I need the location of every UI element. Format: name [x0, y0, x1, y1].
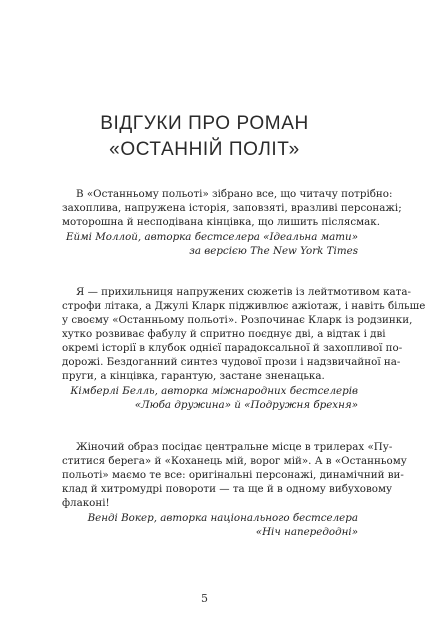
review-2-text-line-3: у своєму «Останньому польоті». Розпочинає Кларк із родзинки,: [62, 314, 413, 326]
review-1-attribution-line-1: Еймі Моллой, авторка бестселера «Ідеальна мати»: [65, 231, 358, 243]
page-title-line-2: «ОСТАННІЙ ПОЛІТ»: [109, 139, 300, 160]
review-2-text-line-4: хутко розвиває фабулу й спритно поєднує дві, а відтак і дві: [62, 328, 386, 340]
review-3-attribution-line-1: Венді Вокер, авторка національного бестселера: [87, 512, 358, 524]
review-3-attribution-line-2: «Ніч напередодні»: [255, 526, 358, 538]
review-3-text-line-3: польоті» маємо те все: оригінальні персонажі, динамічний ви-: [62, 469, 404, 481]
review-1-text-line-2: захоплива, напружена історія, заповзяті, вразливі персонажі;: [62, 202, 402, 214]
page-number: 5: [201, 592, 208, 605]
page-title-line-1: ВІДГУКИ ПРО РОМАН: [100, 113, 309, 134]
review-1-text-line-1: В «Останньому польоті» зібрано все, що читачу потрібно:: [76, 188, 393, 200]
review-3-text-line-4: клад й хитромудрі повороти — та ще й в одному вибуховому: [62, 483, 393, 495]
review-3-text-line-1: Жіночий образ посідає центральне місце в трилерах «Пу-: [76, 441, 393, 453]
review-2-text-line-7: пруги, а кінцівка, гарантую, застане зненацька.: [62, 370, 325, 382]
review-2-text-line-1: Я — прихильниця напружених сюжетів із лейтмотивом ката-: [76, 286, 411, 298]
review-2-attribution-line-2: «Люба дружина» й «Подружня брехня»: [134, 399, 358, 411]
review-2-text-line-5: окремі історії в клубок однієї парадоксальної й захопливої по-: [62, 342, 403, 354]
review-2-text-line-6: дорожі. Бездоганний синтез чудової прози і надзвичайної на-: [62, 356, 401, 368]
review-2-attribution-line-1: Кімберлі Белль, авторка міжнародних бестселерів: [70, 385, 358, 397]
review-3-text-line-5: флаконі!: [62, 497, 110, 509]
review-3-text-line-2: ститися берега» й «Коханець мій, ворог мій». А в «Останньому: [62, 455, 407, 467]
review-1-text-line-3: моторошна й несподівана кінцівка, що лишить післясмак.: [62, 216, 380, 228]
review-1-attribution-line-2: за версією The New York Times: [189, 245, 358, 257]
review-2-text-line-2: строфи літака, а Джулі Кларк підживлює ажіотаж, і навіть більше: [62, 300, 425, 312]
